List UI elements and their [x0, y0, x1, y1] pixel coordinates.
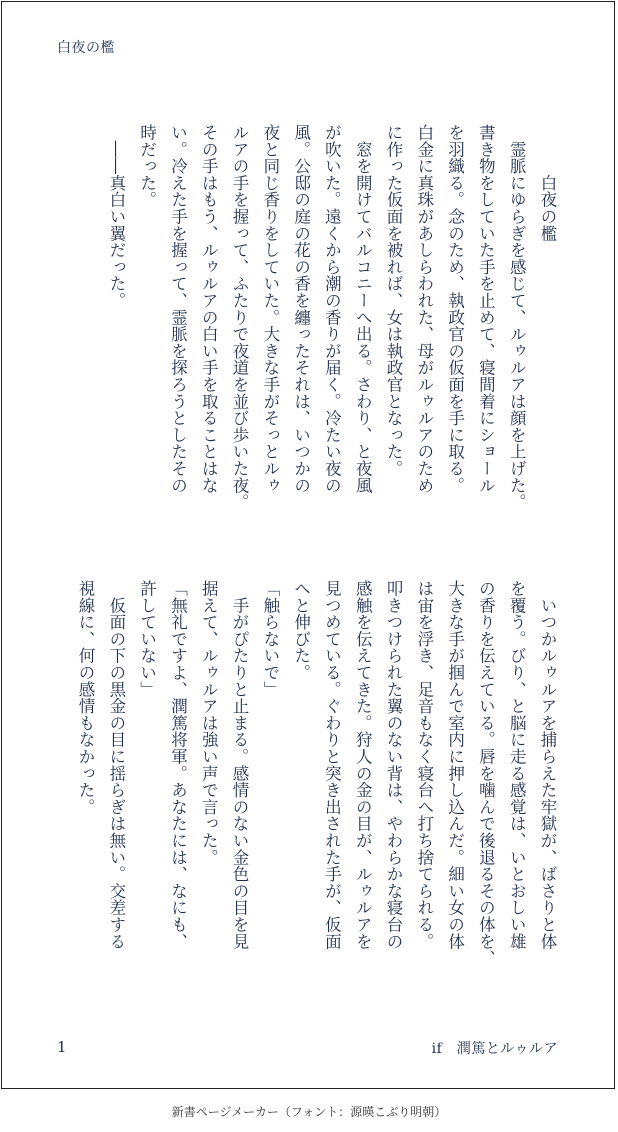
- text-line: ――真白い翼だった。: [106, 124, 126, 309]
- book-page: [1, 1, 615, 1089]
- lower-text-block: [69, 580, 562, 1000]
- text-line: は宙を浮き、足音もなく寝台へ打ち捨てられる。: [414, 580, 434, 950]
- text-line: いつかルゥルアを捕らえた牢獄が、ばさりと体: [538, 580, 557, 950]
- text-line: 白夜の檻: [538, 124, 557, 242]
- upper-text-block: [100, 124, 562, 544]
- text-line: 「無礼ですよ、潤篤将軍。あなたには、なにも、: [168, 580, 188, 950]
- text-line: を羽織る。念のため、執政官の仮面を手に取る。: [445, 124, 465, 494]
- text-line: 許していない」: [137, 580, 157, 698]
- text-line: 大きな手が掴んで室内に押し込んだ。細い女の体: [445, 580, 465, 950]
- text-line: 「触らないで」: [260, 580, 280, 698]
- text-line: 視線に、何の感情もなかった。: [76, 580, 96, 816]
- text-line: 時だった。: [137, 124, 157, 208]
- footer-book-title: if 潤篤とルゥルア: [431, 1041, 558, 1057]
- text-line: を覆う。びり、と脳に走る感覚は、いとおしい雄: [507, 580, 527, 950]
- text-line: 感触を伝えてきた。狩人の金の目が、ルゥルアを: [353, 580, 373, 950]
- running-head: 白夜の檻: [57, 40, 115, 56]
- text-line: 据えて、ルゥルアは強い声で言った。: [199, 580, 219, 866]
- text-line: に作った仮面を被れば、女は執政官となった。: [384, 124, 404, 477]
- text-line: へと伸びた。: [291, 580, 311, 681]
- text-line: 白金に真珠があしらわれた、母がルゥルアのため: [414, 124, 434, 494]
- text-line: 叩きつけられた翼のない背は、やわらかな寝台の: [384, 580, 404, 950]
- page-number: 1: [57, 1038, 67, 1056]
- text-line: ルアの手を握って、ふたりで夜道を並び歩いた夜。: [230, 124, 250, 511]
- text-line: 仮面の下の黒金の目に揺らぎは無い。交差する: [106, 580, 126, 950]
- text-line: が吹いた。遠くから潮の香りが届く。冷たい夜の: [322, 124, 342, 494]
- text-line: 窓を開けてバルコニーへ出る。さわり、と夜風: [353, 124, 373, 494]
- text-line: 見つめている。ぐわりと突き出された手が、仮面: [322, 580, 342, 950]
- text-line: 手がぴたりと止まる。感情のない金色の目を見: [230, 580, 250, 950]
- text-line: の香りを伝えている。唇を噛んで後退るその体を、: [476, 580, 496, 967]
- text-line: 夜と同じ香りをしていた。大きな手がそっとルゥ: [260, 124, 280, 494]
- text-line: 風。公邸の庭の花の香を纏ったそれは、いつかの: [291, 124, 311, 494]
- text-line: い。冷えた手を握って、霊脈を探ろうとしたその: [168, 124, 188, 494]
- text-line: その手はもう、ルゥルアの白い手を取ることはな: [199, 124, 219, 494]
- text-line: 霊脈にゆらぎを感じて、ルゥルアは顔を上げた。: [507, 124, 527, 511]
- text-line: 書き物をしていた手を止めて、寝間着にショール: [476, 124, 496, 494]
- caption: 新書ページメーカー（フォント：源暎こぶり明朝）: [171, 1105, 447, 1119]
